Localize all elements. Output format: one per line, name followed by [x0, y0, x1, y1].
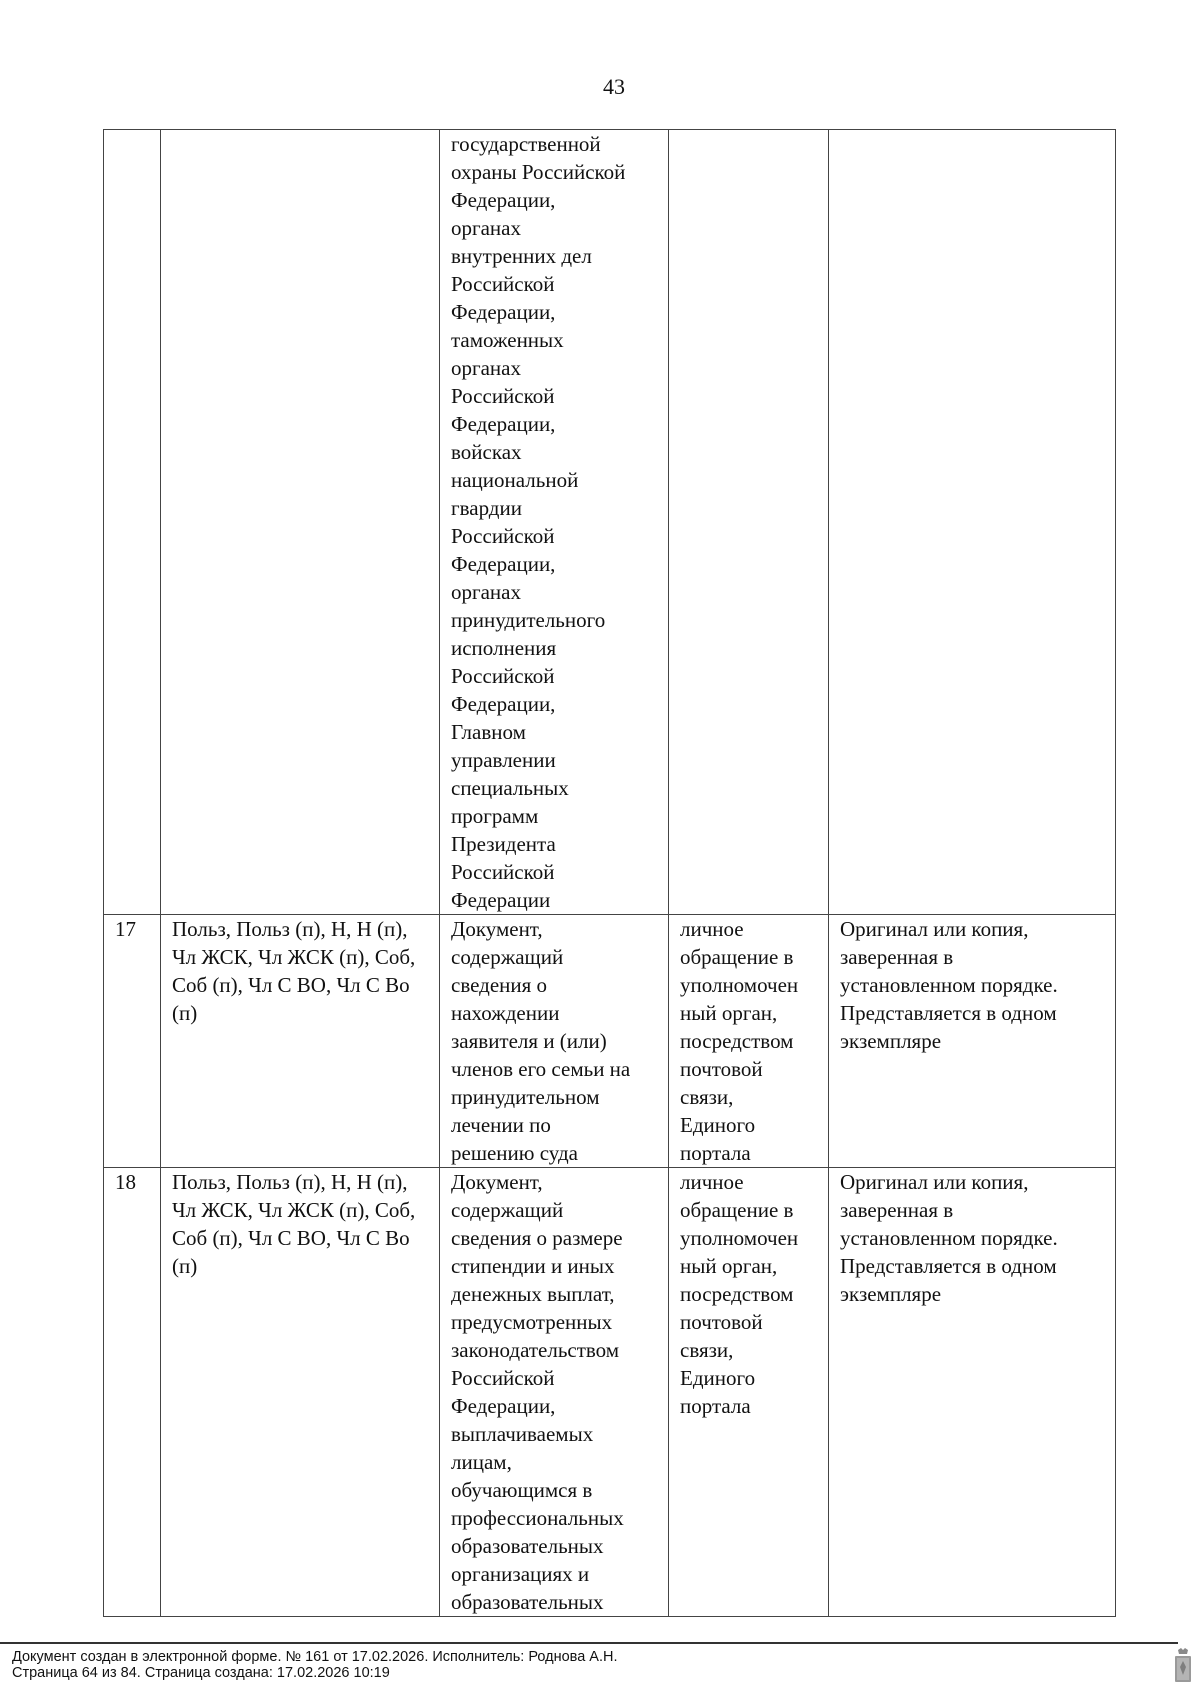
cell-line: почтовой: [680, 1057, 763, 1081]
cell-line: программ: [451, 804, 539, 828]
cell-line: Президента: [451, 832, 556, 856]
cell-line: уполномочен: [680, 1226, 799, 1250]
document-cell: [440, 915, 669, 1168]
cell-line: Единого: [680, 1366, 756, 1390]
table-row: [104, 130, 1116, 915]
table-row: [104, 915, 1116, 1168]
row-number-cell: 17: [104, 915, 161, 1168]
footer-divider: [0, 1642, 1178, 1644]
cell-line: связи,: [680, 1338, 734, 1362]
cell-line: Федерации,: [451, 1394, 556, 1418]
cell-line: установленном порядке.: [840, 1226, 1058, 1250]
cell-line: экземпляре: [840, 1029, 942, 1053]
cell-line: обучающимся в: [451, 1478, 593, 1502]
cell-line: таможенных: [451, 328, 564, 352]
cell-line: Единого: [680, 1113, 756, 1137]
cell-line: охраны Российской: [451, 160, 626, 184]
cell-line: Представляется в одном: [840, 1001, 1057, 1025]
cell-line: Российской: [451, 860, 555, 884]
applicants-cell: [161, 130, 440, 915]
cell-line: Федерации,: [451, 300, 556, 324]
submission-form-cell: [829, 1168, 1116, 1617]
document-cell: [440, 1168, 669, 1617]
submission-form-cell: [829, 915, 1116, 1168]
cell-line: выплачиваемых: [451, 1422, 594, 1446]
cell-line: связи,: [680, 1085, 734, 1109]
cell-line: исполнения: [451, 636, 557, 660]
cell-line: членов его семьи на: [451, 1057, 631, 1081]
cell-line: управлении: [451, 748, 556, 772]
submission-method-cell: [669, 130, 829, 915]
cell-line: содержащий: [451, 945, 564, 969]
cell-line: Представляется в одном: [840, 1254, 1057, 1278]
footer-line-1: Документ создан в электронной форме. № 161 от 17.02.2026. Исполнитель: Роднова А.Н.: [12, 1649, 618, 1665]
cell-line: предусмотренных: [451, 1310, 613, 1334]
cell-line: войсках: [451, 440, 522, 464]
cell-line: Федерации,: [451, 552, 556, 576]
cell-line: органах: [451, 216, 521, 240]
cell-line: решению суда: [451, 1141, 578, 1165]
footer: [12, 1649, 618, 1681]
document-cell: [440, 130, 669, 915]
cell-line: заявителя и (или): [451, 1029, 607, 1053]
cell-line: законодательством: [451, 1338, 620, 1362]
cell-line: портала: [680, 1394, 751, 1418]
documents-table-body: [104, 130, 1116, 1617]
cell-line: Федерации,: [451, 188, 556, 212]
cell-line: сведения о размере: [451, 1226, 623, 1250]
cell-line: личное: [680, 1170, 744, 1194]
submission-form-cell: [829, 130, 1116, 915]
submission-method-cell: [669, 915, 829, 1168]
cell-line: образовательных: [451, 1590, 604, 1614]
cell-line: Российской: [451, 1366, 555, 1390]
cell-line: заверенная в: [840, 945, 954, 969]
cell-line: гвардии: [451, 496, 522, 520]
cell-line: органах: [451, 356, 521, 380]
cell-line: Главном: [451, 720, 526, 744]
cell-line: Оригинал или копия,: [840, 917, 1029, 941]
cell-line: образовательных: [451, 1534, 604, 1558]
footer-line-2: Страница 64 из 84. Страница создана: 17.02.2026 10:19: [12, 1665, 390, 1681]
cell-line: национальной: [451, 468, 579, 492]
cell-line: органах: [451, 580, 521, 604]
cell-line: денежных выплат,: [451, 1282, 615, 1306]
cell-line: специальных: [451, 776, 569, 800]
documents-table: [103, 129, 1116, 1617]
cell-line: посредством: [680, 1282, 794, 1306]
cell-line: государственной: [451, 132, 601, 156]
cell-line: профессиональных: [451, 1506, 624, 1530]
cell-line: принудительного: [451, 608, 606, 632]
cell-line: почтовой: [680, 1310, 763, 1334]
cell-line: внутренних дел: [451, 244, 592, 268]
cell-line: ный орган,: [680, 1254, 778, 1278]
cell-line: установленном порядке.: [840, 973, 1058, 997]
cell-line: Документ,: [451, 917, 543, 941]
cell-line: Федерации: [451, 888, 551, 912]
cell-line: портала: [680, 1141, 751, 1165]
cell-line: Российской: [451, 272, 555, 296]
applicants-cell: Польз, Польз (п), Н, Н (п), Чл ЖСК, Чл ЖСК (п), Соб, Соб (п), Чл С ВО, Чл С Во (п): [161, 1168, 440, 1617]
cell-line: Оригинал или копия,: [840, 1170, 1029, 1194]
cell-line: Российской: [451, 664, 555, 688]
coat-of-arms-icon: [1172, 1647, 1194, 1685]
applicants-cell: Польз, Польз (п), Н, Н (п), Чл ЖСК, Чл ЖСК (п), Соб, Соб (п), Чл С ВО, Чл С Во (п): [161, 915, 440, 1168]
table-row: [104, 1168, 1116, 1617]
cell-line: Федерации,: [451, 412, 556, 436]
cell-line: стипендии и иных: [451, 1254, 615, 1278]
cell-line: содержащий: [451, 1198, 564, 1222]
cell-line: сведения о: [451, 973, 548, 997]
cell-line: посредством: [680, 1029, 794, 1053]
cell-line: уполномочен: [680, 973, 799, 997]
cell-line: обращение в: [680, 1198, 794, 1222]
cell-line: организациях и: [451, 1562, 590, 1586]
cell-line: Российской: [451, 524, 555, 548]
row-number-cell: 18: [104, 1168, 161, 1617]
cell-line: Документ,: [451, 1170, 543, 1194]
cell-line: заверенная в: [840, 1198, 954, 1222]
submission-method-cell: [669, 1168, 829, 1617]
cell-line: лицам,: [451, 1450, 512, 1474]
page-number: 43: [603, 74, 625, 99]
cell-line: обращение в: [680, 945, 794, 969]
cell-line: Российской: [451, 384, 555, 408]
cell-line: лечении по: [451, 1113, 551, 1137]
cell-line: ный орган,: [680, 1001, 778, 1025]
cell-line: личное: [680, 917, 744, 941]
cell-line: нахождении: [451, 1001, 560, 1025]
row-number-cell: [104, 130, 161, 915]
cell-line: принудительном: [451, 1085, 600, 1109]
cell-line: Федерации,: [451, 692, 556, 716]
cell-line: экземпляре: [840, 1282, 942, 1306]
